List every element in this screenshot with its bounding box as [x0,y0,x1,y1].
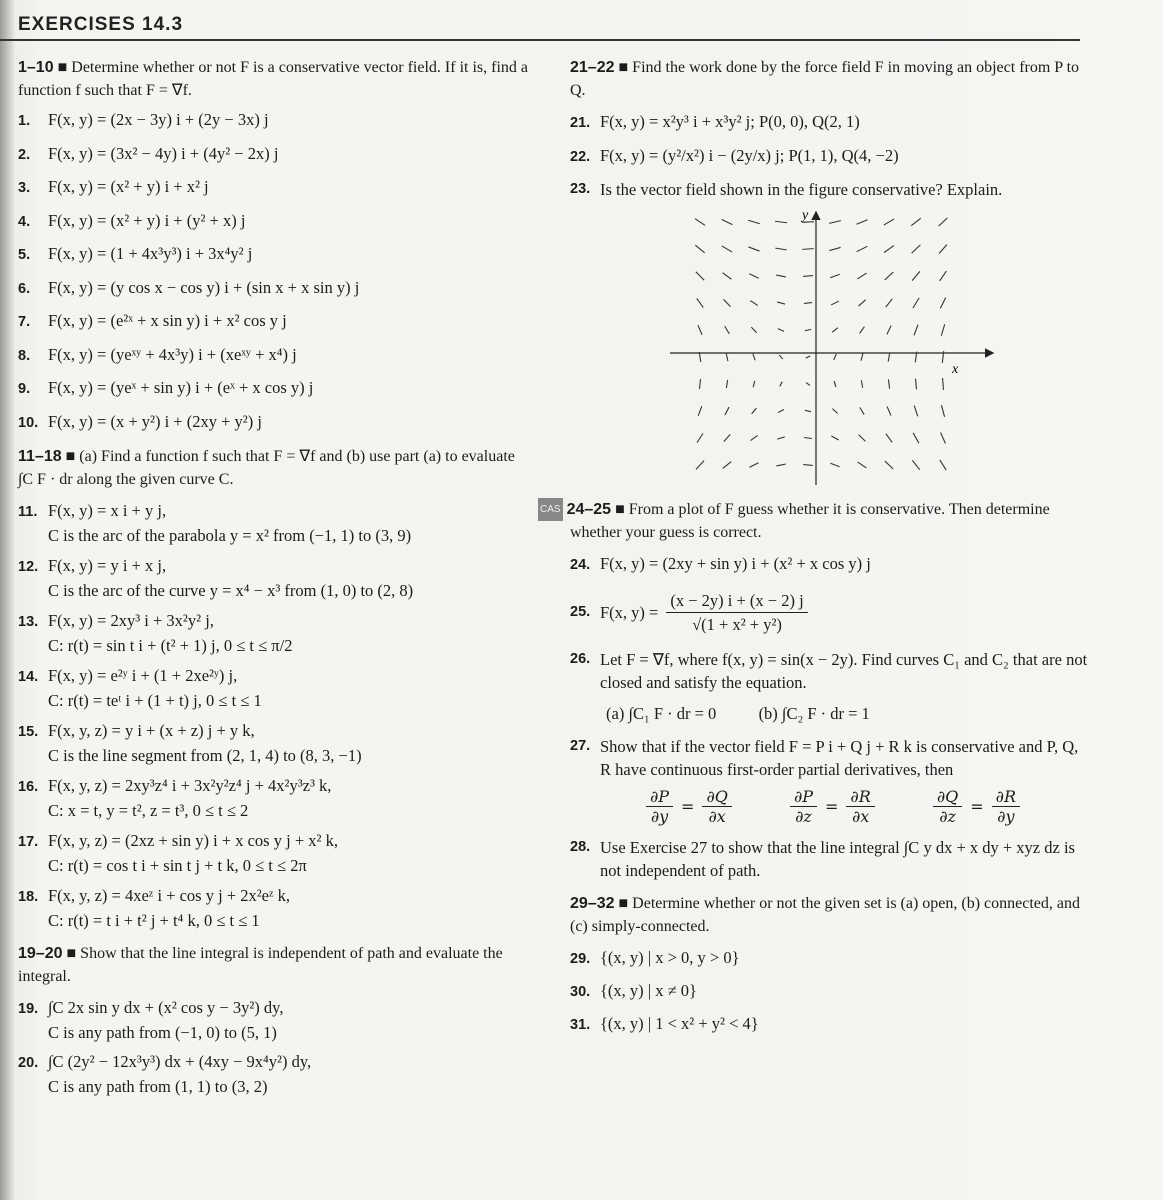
field-vector [778,410,784,413]
instr-text: Determine whether or not the given set is (a) open, (b) connected, and (c) simply-connected. [570,895,1081,935]
exercise-text: F(x, y) = (x² + y) i + (y² + x) j [48,210,246,230]
exercise-21: 21. F(x, y) = x²y³ i + x³y² j; P(0, 0), Q(2, 1) [570,112,860,131]
field-vector [829,247,840,250]
field-vector [832,409,837,414]
y-axis-label: y [802,208,809,223]
field-vector [697,298,703,307]
exercise-item [18,108,528,133]
exercise-number: 12. [18,558,39,575]
field-vector [695,245,704,253]
exercise-text: F(x, y, z) = 2xy³z⁴ i + 3x²y²z⁴ j + 4x²y³z³ k, [48,775,332,795]
field-vector [834,381,836,387]
field-vector [723,462,732,469]
field-vector [830,463,839,467]
field-vector [697,433,703,442]
field-vector [830,274,840,277]
exercise-item [18,554,528,602]
field-vector [888,379,889,388]
partial-equation: $\frac{\partial P}{\partial y}$ = $\frac{\partial Q}{\partial x}$ [646,787,732,826]
field-vector [861,380,862,388]
exercise-22: 22. F(x, y) = (y²/x²) i − (2y/x) j; P(1, 1), Q(4, −2) [570,146,899,165]
instr-range: 1–10 [18,59,54,76]
field-vector [803,465,812,466]
instr-text: Show that the line integral is independent of path and evaluate the integral. [18,944,503,985]
field-vector [885,272,894,280]
x-axis-label: x [952,362,959,377]
exercise-item [18,376,528,401]
field-vector [860,407,864,414]
field-vector [804,438,812,439]
instr-text: Determine whether or not F is a conservative vector field. If it is, find a function f such that F = ∇f. [18,59,529,99]
instr-range: 24–25 [566,501,612,518]
header-rule [0,39,1080,41]
exercise-list-29-32 [570,946,1090,1037]
exercise-number: 16. [18,778,39,795]
exercise-curve: C is the arc of the curve y = x⁴ − x³ from (1, 0) to (2, 8) [48,580,414,600]
field-vector [726,353,728,361]
part-a: (a) ∫C₁ F · dr = 0 [606,704,717,723]
field-vector [940,271,947,281]
exercise-curve: C is any path from (1, 1) to (3, 2) [48,1076,268,1096]
exercise-curve: C: r(t) = t i + t² j + t⁴ k, 0 ≤ t ≤ 1 [48,910,260,930]
exercise-number: 17. [18,833,39,850]
field-vector [753,354,755,360]
field-vector [832,328,838,333]
exercise-text: F(x, y) = (1 + 4x³y³) i + 3x⁴y² j [48,244,253,263]
exercise-text: F(x, y) = 2xy³ i + 3x²y² j, [48,610,214,630]
exercise-item [570,1012,1090,1037]
exercise-item [18,719,528,767]
exercise-item [18,1050,528,1098]
exercise-number: 14. [18,668,39,685]
partial-derivative-equations [570,787,1090,826]
exercise-text: {(x, y) | x > 0, y > 0} [600,948,740,967]
exercise-curve: C is the line segment from (2, 1, 4) to (8, 3, −1) [48,745,362,765]
field-vector [939,244,947,253]
field-vector [941,405,944,417]
exercise-item [18,664,528,712]
field-vector [804,303,812,304]
instructions-11-18: 11–18 ■ (a) Find a function f such that F = ∇f and (b) use part (a) to evaluate ∫C F · dr along the given curve C. [18,447,515,488]
exercise-curve: C: x = t, y = t², z = t³, 0 ≤ t ≤ 2 [48,800,249,820]
field-vector [696,461,704,470]
field-vector [722,246,732,252]
field-vector [803,276,813,277]
field-arrows [695,218,947,470]
instr-text: From a plot of F guess whether it is conservative. Then determine whether your guess is correct. [570,501,1050,541]
exercise-text: F(x, y, z) = y i + (x + z) j + y k, [48,720,255,740]
exercise-number: 6. [18,280,31,297]
fraction: $\frac{(x - 2y) i + (x - 2) j}{\text{√(1 + x² + y²)}}$ [666,589,807,636]
instructions-19-20: 19–20 ■ Show that the line integral is independent of path and evaluate the integral. [18,944,503,985]
exercise-number: 11. [18,503,38,520]
field-vector [698,406,702,416]
field-vector [913,433,919,443]
exercise-number: 3. [18,180,31,196]
exercise-item [18,829,528,877]
field-vector [752,408,757,414]
instructions-24-25: CAS 24–25 ■ From a plot of F guess whether it is conservative. Then determine whether your guess is correct. [570,498,1090,544]
instr-text: (a) Find a function f such that F = ∇f and (b) use part (a) to evaluate ∫C F · dr along the given curve C. [18,447,515,488]
exercise-number: 10. [18,414,39,431]
field-vector [780,382,783,387]
exercise-text: F(x, y, z) = (2xz + sin y) i + x cos y j + x² k, [48,830,338,850]
partial-equation: $\frac{\partial P}{\partial z}$ = $\frac{\partial R}{\partial x}$ [790,787,875,826]
exercise-number: 15. [18,723,39,740]
field-vector [857,273,866,279]
partial-equation: $\frac{\partial Q}{\partial z}$ = $\frac{\partial R}{\partial y}$ [933,787,1020,826]
exercise-text: ∫C (2y² − 12x³y³) dx + (4xy − 9x⁴y²) dy, [48,1051,312,1071]
field-vector [806,383,810,386]
field-vector [861,353,863,361]
field-vector [912,460,919,469]
field-vector [860,327,865,334]
exercise-item [18,242,528,267]
exercise-27: 27. Show that if the vector field F = P i + Q j + R k is conservative and P, Q, R have continuous first-order partial derivatives, then [570,737,1079,779]
exercise-25: 25. F(x, y) = $\frac{(x - 2y) i + (x - 2) j}{\text{√(1 + x² + y²)}}$ [570,589,1090,636]
field-vector [750,435,757,440]
field-vector [941,433,946,444]
field-vector [777,437,785,439]
field-vector [913,298,919,308]
exercise-number: 31. [570,1017,591,1033]
field-vector [911,218,921,225]
field-vector [699,379,700,389]
instr-range: 11–18 [18,447,62,465]
field-vector [834,354,837,360]
exercise-23: 23. Is the vector field shown in the figure conservative? Explain. [570,180,1003,199]
right-column [540,56,1090,1045]
field-vector [857,246,868,251]
exercise-text: F(x, y) = (3x² − 4y) i + (4y² − 2x) j [48,143,279,163]
exercise-item [18,175,528,200]
field-vector [698,325,702,335]
exercise-item [18,410,528,435]
field-vector [858,462,867,468]
exercise-text: F(x, y) = (y cos x − cos y) i + (sin x + x sin y) j [48,277,360,297]
field-vector [912,271,920,280]
vector-field-plot [670,205,1000,490]
instr-range: 21–22 [570,59,615,76]
exercise-text: F(x, y) = x i + y j, [48,500,167,520]
field-vector [722,219,733,224]
exercise-item [18,142,528,167]
field-vector [802,249,813,250]
instructions-1-10: 1–10 ■ Determine whether or not F is a conservative vector field. If it is, find a function f such that F = ∇f. [18,59,529,99]
section-title: EXERCISES 14.3 [18,14,184,35]
exercise-text: F(x, y) = y i + x j, [48,555,167,575]
exercise-text: ∫C 2x sin y dx + (x² cos y − 3y²) dy, [48,997,284,1017]
exercise-number: 4. [18,213,31,230]
field-vector [753,381,755,388]
instr-range: 19–20 [18,944,63,962]
field-vector [776,275,786,277]
binding-shadow [0,0,14,1200]
exercise-number: 19. [18,1000,39,1017]
field-vector [829,221,841,224]
field-vector [915,379,916,390]
field-vector [885,461,893,469]
exercise-26-parts [570,702,1090,725]
field-vector [779,355,783,359]
field-vector [888,352,890,361]
exercise-number: 9. [18,381,31,397]
exercise-number: 5. [18,247,31,263]
field-vector [695,219,705,226]
exercise-item [18,774,528,822]
exercise-item [18,209,528,234]
exercise-number: 1. [18,113,31,129]
exercise-curve: C is any path from (−1, 0) to (5, 1) [48,1022,277,1042]
exercise-text: {(x, y) | 1 < x² + y² < 4} [600,1014,759,1033]
exercise-text: F(x, y) = (yeˣ + sin y) i + (eˣ + x cos y) j [48,378,314,397]
field-vector [806,356,811,358]
exercise-number: 18. [18,888,39,905]
field-vector [749,463,758,468]
field-vector [941,324,944,335]
field-vector [943,378,944,390]
field-vector [831,301,839,305]
exercise-number: 2. [18,146,31,163]
exercise-28: 28. Use Exercise 27 to show that the line integral ∫C y dx + x dy + xyz dz is not independent of path. [570,838,1075,880]
field-vector [914,325,918,336]
field-vector [750,301,758,306]
exercise-number: 20. [18,1054,39,1071]
field-vector [859,435,866,441]
field-vector [856,220,867,225]
field-vector [914,406,917,417]
field-vector [805,329,811,330]
field-vector [884,219,894,225]
field-vector [777,302,785,304]
field-vector [696,272,704,281]
field-vector [802,222,814,223]
field-vector [748,247,759,251]
field-vector [775,221,787,222]
exercise-number: 8. [18,347,31,364]
field-vector [831,436,838,440]
cas-badge: CAS [538,498,563,521]
field-vector [778,329,784,332]
field-vector [725,326,730,334]
exercise-text: F(x, y) = e²ʸ i + (1 + 2xe²ʸ) j, [48,665,238,685]
field-vector [725,407,729,415]
field-vector [884,246,894,253]
exercise-item [18,884,528,932]
exercise-text: F(x, y) = (x + y²) i + (2xy + y²) j [48,411,262,431]
field-vector [940,298,945,309]
exercise-curve: C: r(t) = cos t i + sin t j + t k, 0 ≤ t ≤ 2π [48,855,307,875]
exercise-text: F(x, y) = (e²ˣ + x sin y) i + x² cos y j [48,311,287,330]
field-vector [775,248,786,250]
exercise-item [18,996,528,1044]
field-vector [939,218,948,226]
vector-field-figure [670,205,1000,490]
part-b: (b) ∫C₂ F · dr = 1 [758,704,870,723]
exercise-item [18,609,528,657]
exercise-number: 29. [570,951,591,967]
exercise-number: 7. [18,314,31,330]
exercise-text: F(x, y) = (2x − 3y) i + (2y − 3x) j [48,110,269,129]
exercise-item [18,499,528,547]
instr-range: 29–32 [570,895,615,912]
exercise-26: 26. Let F = ∇f, where f(x, y) = sin(x − 2y). Find curves C₁ and C₂ that are not closed and satisfy the equation. [570,650,1088,692]
exercise-item [18,309,528,334]
exercise-curve: C: r(t) = sin t i + (t² + 1) j, 0 ≤ t ≤ π/2 [48,635,293,655]
field-vector [723,273,732,280]
exercise-text: F(x, y) = (yeˣʸ + 4x³y) i + (xeˣʸ + x⁴) j [48,344,297,364]
field-vector [887,407,891,416]
instr-text: Find the work done by the force field F in moving an object from P to Q. [570,59,1080,99]
field-vector [751,327,756,333]
exercise-number: 30. [570,984,591,1000]
exercise-24: 24. F(x, y) = (2xy + sin y) i + (x² + x cos y) j [570,554,871,573]
exercise-number: 13. [18,613,39,630]
left-column [18,56,528,1104]
exercise-curve: C is the arc of the parabola y = x² from (−1, 1) to (3, 9) [48,525,412,545]
exercise-item [18,343,528,368]
instructions-29-32: 29–32 ■ Determine whether or not the given set is (a) open, (b) connected, and (c) simply-connected. [570,895,1081,935]
field-vector [748,220,759,223]
field-vector [724,299,731,306]
exercise-text: {(x, y) | x ≠ 0} [600,981,697,1000]
instructions-21-22: 21–22 ■ Find the work done by the force field F in moving an object from P to Q. [570,59,1080,99]
exercise-text: F(x, y) = (x² + y) i + x² j [48,177,209,196]
field-vector [724,434,730,441]
field-vector [776,464,785,466]
field-vector [886,434,892,443]
field-vector [940,460,946,470]
exercise-item [18,276,528,301]
field-vector [749,274,758,278]
exercise-list-19-20 [18,996,528,1098]
exercise-item [570,946,1090,971]
field-vector [886,299,893,307]
exercise-list-1-10 [18,108,528,435]
field-vector [912,245,921,253]
field-vector [887,326,891,335]
field-vector [805,410,811,411]
field-vector [726,380,727,388]
exercise-list-11-18 [18,499,528,932]
exercise-item [570,979,1090,1004]
exercise-curve: C: r(t) = teᵗ i + (1 + t) j, 0 ≤ t ≤ 1 [48,690,262,710]
field-vector [858,300,865,306]
exercise-text: F(x, y, z) = 4xeᶻ i + cos y j + 2x²eᶻ k, [48,885,291,905]
